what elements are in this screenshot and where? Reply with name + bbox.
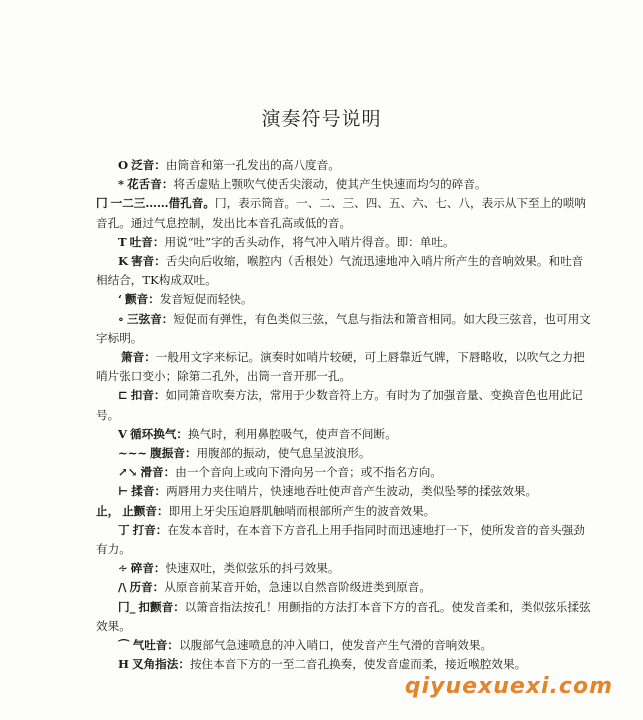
site-watermark: qiyuexuexi.com	[404, 674, 613, 699]
entry-term: 花舌音：	[127, 177, 174, 192]
entry-rou	[96, 482, 592, 501]
entry-term: 三弦音：	[127, 311, 174, 326]
entry-text: 即用上牙尖压迫唇肌触哨而根部所产生的波音效果。	[168, 503, 436, 518]
entry-glide	[96, 463, 592, 482]
entry-symbol: ↗↘	[118, 465, 138, 480]
entry-tu-tongue	[96, 233, 592, 252]
entry-symbol: ∻	[118, 561, 128, 576]
entry-harmonic	[96, 156, 592, 175]
entry-term: 循环换气：	[130, 426, 188, 441]
entry-term: 滑音：	[140, 465, 176, 480]
entry-text: 短促而有弹性，有色类似三弦，气息与指法和箫音相同。如大段三弦音，也可用文字标明。	[96, 311, 591, 345]
entry-text: 如同箫音吹奏方法，常用于少数音符上方。有时为了加强音量、变换音色也用此记号。	[96, 388, 583, 422]
entry-term: 箫音：	[121, 350, 156, 365]
entry-symbol: ∘	[118, 311, 125, 326]
entry-term: 吐音：	[129, 234, 165, 249]
entry-flutter-tongue	[96, 175, 592, 194]
entry-text: 以腹部气急速喷息的冲入哨口，使发音产生气滑的音响效果。	[179, 638, 493, 653]
entry-term: 扣音：	[130, 388, 166, 403]
entry-symbol: K	[118, 254, 129, 269]
entry-text: 一般用文字来标记。演奏时如哨片较硬，可上唇靠近气牌，下唇略收，以吹气之力把哨片张口变小；除第二孔外，出筒一音开那一孔。	[96, 350, 585, 384]
entry-text: 以箫音指法按孔！用颤指的方法打本音下方的音孔。使发音柔和，类似弦乐揉弦效果。	[96, 599, 591, 633]
entry-text: 舌尖向后收缩，喉腔内（舌根处）气流迅速地冲入哨片所产生的音响效果。和吐音相结合，TK构成双吐。	[96, 254, 584, 288]
entry-text: 由一个音向上或向下滑向另一个音；或不指名方向。	[175, 465, 442, 480]
entry-term: 叉角指法：	[131, 657, 190, 672]
entry-symbol: O	[118, 158, 129, 172]
entry-symbol: V	[118, 426, 127, 441]
entry-term: 历音：	[129, 580, 165, 595]
entry-text: 将舌虚贴上颚吹气使舌尖滚动，使其产生快速而均匀的碎音。	[173, 177, 487, 192]
entry-stop-vibrato	[96, 502, 592, 521]
entry-symbol: ~~~	[118, 446, 148, 461]
entry-symbol: 止，	[96, 503, 120, 518]
entry-xiao	[96, 348, 592, 386]
entry-term: 气吐音：	[132, 638, 179, 653]
entry-text: 快速双吐，类似弦乐的抖弓效果。	[165, 561, 340, 576]
entry-symbol: ⌒	[118, 638, 130, 653]
entry-symbol: 冂	[96, 196, 108, 211]
entry-tremolo	[96, 559, 592, 578]
entry-term: 一二三……借孔音。	[110, 196, 215, 211]
entry-circular-breathing	[96, 425, 592, 444]
entry-symbol: ‘	[118, 292, 123, 307]
entry-strike	[96, 521, 592, 559]
entry-diaphragm-vibrato	[96, 444, 592, 463]
entry-symbol: H	[118, 657, 129, 672]
entry-text: 用说“吐”字的舌头动作，将气冲入哨片得音。即：单吐。	[164, 234, 455, 249]
entry-kou-trill	[96, 598, 592, 636]
entry-symbol: *	[118, 177, 125, 192]
page-title: 演奏符号说明	[261, 108, 382, 130]
entry-text: 发音短促而轻快。	[159, 292, 253, 307]
entry-text: 在发本音时，在本音下方音孔上用手指同时而迅速地打一下，使所发音的音头强劲有力。	[96, 522, 585, 557]
entry-term: 止颤音：	[122, 503, 169, 518]
entry-term: 颤音：	[125, 292, 160, 307]
entry-term: 扣颤音：	[138, 599, 185, 614]
entry-text: 冂，表示筒音。一、二、三、四、五、六、七、八，表示从下至上的唢呐音孔。通过气息控制，发出比本音孔高或低的音。	[96, 196, 586, 230]
entry-grace	[96, 290, 592, 309]
entry-term: 害音：	[131, 254, 166, 269]
entry-symbol: T	[118, 234, 127, 249]
entry-text: 换气时，利用鼻腔吸气，使声音不间断。	[187, 426, 397, 441]
entry-symbol: 丁	[118, 522, 130, 537]
entry-text: 按住本音下方的一至二音孔换奏，使发音虚而柔，接近喉腔效果。	[189, 657, 527, 672]
entry-text: 用腹部的振动，使气息呈波浪形。	[196, 446, 371, 461]
entry-term: 揉音：	[131, 484, 167, 499]
entry-fork-fingering	[96, 655, 592, 674]
entry-term: 碎音：	[130, 561, 166, 576]
entry-term: 打音：	[132, 522, 168, 537]
entry-run	[96, 578, 592, 597]
entry-symbol: 冂_	[118, 599, 136, 614]
entry-term: 泛音：	[131, 158, 166, 172]
entry-air-tongue	[96, 636, 592, 655]
entry-borrowed-hole	[96, 194, 592, 232]
entry-symbol: /\	[118, 580, 127, 595]
entry-text: 两唇用力夹住哨片，快速地吞吐使声音产生波动，类似坠琴的揉弦效果。	[166, 484, 538, 499]
entry-kou	[96, 386, 592, 424]
entry-k-tongue	[96, 252, 592, 290]
entry-symbol: ⊏	[118, 388, 128, 403]
entry-term: 腹振音：	[150, 446, 197, 461]
entry-text: 由筒音和第一孔发出的高八度音。	[165, 158, 340, 172]
entry-sanxian	[96, 310, 592, 348]
entry-text: 从原音前某音开始，急速以自然音阶级进类到原音。	[164, 580, 431, 595]
entry-symbol: ⊢	[118, 484, 129, 499]
symbol-list	[96, 156, 592, 674]
